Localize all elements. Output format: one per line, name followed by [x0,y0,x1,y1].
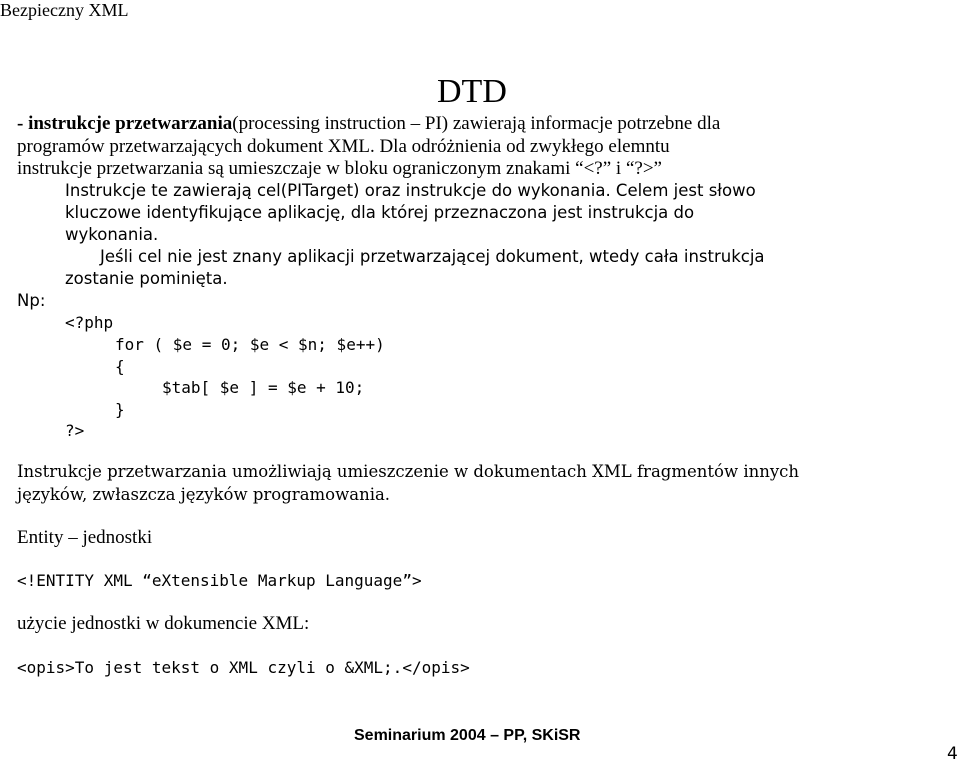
entity-heading: Entity – jednostki [17,527,153,548]
document-title: Bezpieczny XML [0,0,129,20]
pi-term: - instrukcje przetwarzania [17,113,233,134]
example-label: Np: [17,291,46,310]
target-paragraph-line-1: Instrukcje te zawierają cel(PITarget) oraz instrukcje do wykonania. Celem jest słowo [65,181,756,200]
page-number: 4 [947,744,958,764]
target-paragraph-line-2: kluczowe identyfikujące aplikację, dla której przeznaczona jest instrukcja do [65,203,695,222]
entity-declaration: <!ENTITY XML “eXtensible Markup Language”> [17,571,422,590]
pi-definition-line-3: instrukcje przetwarzania są umieszczaje w bloku ograniczonym znakami “<?” i “?>” [17,158,662,179]
summary-line-2: języków, zwłaszcza języków programowania. [17,485,391,504]
footer-text: Seminarium 2004 – PP, SKiSR [354,727,581,744]
unknown-target-line-1: Jeśli cel nie jest znany aplikacji przetwarzającej dokument, wtedy cała instrukcja [100,247,765,266]
code-line: } [115,400,125,419]
summary-line-1: Instrukcje przetwarzania umożliwiają umieszczenie w dokumentach XML fragmentów innych [17,462,800,481]
page-heading: DTD [437,73,507,110]
code-line: $tab[ $e ] = $e + 10; [162,378,365,397]
unknown-target-line-2: zostanie pominięta. [65,269,228,288]
code-line: <?php [65,313,114,332]
pi-definition-line-2: programów przetwarzających dokument XML. Dla odróżnienia od zwykłego elemntu [17,136,670,157]
pi-definition-line-1 [17,113,720,135]
pi-definition-text: (processing instruction – PI) zawierają informacje potrzebne dla [232,113,721,134]
code-line: ?> [65,421,85,440]
target-paragraph-line-3: wykonania. [65,225,159,244]
entity-usage-example: <opis>To jest tekst o XML czyli o &XML;.</opis> [17,658,470,677]
entity-usage-label: użycie jednostki w dokumencie XML: [17,613,310,634]
code-line: { [115,357,125,376]
code-line: for ( $e = 0; $e < $n; $e++) [115,335,385,354]
